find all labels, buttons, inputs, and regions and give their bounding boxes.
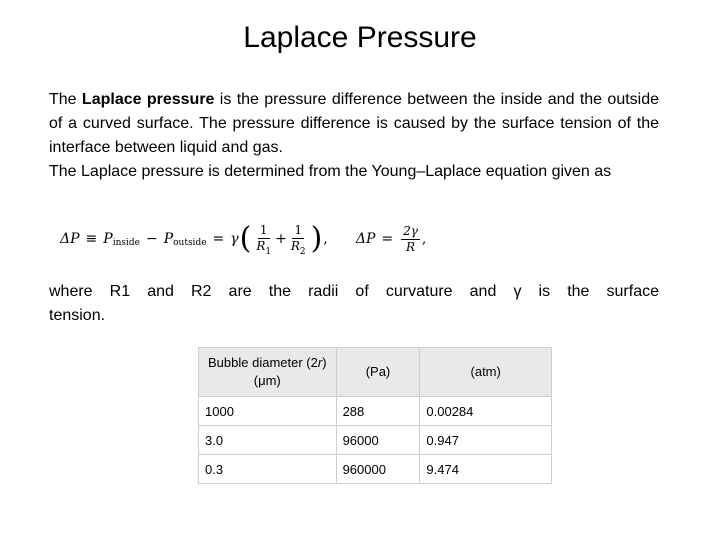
table-header-row	[199, 348, 552, 397]
eq-minus: −	[145, 231, 158, 247]
header-bubble-diameter: Bubble diameter (2r) (μm)	[199, 348, 337, 397]
definition-text-start: The	[49, 91, 82, 108]
table-cell: 1000	[199, 397, 337, 426]
eq-frac-r1	[254, 223, 273, 256]
eq-frac-r1-num: 1	[259, 222, 268, 237]
eq-frac-2gamma-r	[401, 224, 420, 255]
eq-frac-r2-num: 1	[294, 222, 303, 237]
eq-equals: =	[212, 231, 225, 247]
eq-equiv: ≡	[85, 231, 98, 247]
eq-comma-1: ,	[323, 231, 328, 247]
equation-right	[356, 224, 427, 255]
eq-frac-r1-den: $R_1$	[256, 238, 272, 257]
eq-equals-2: =	[381, 231, 394, 247]
table-row	[199, 455, 552, 484]
eq-frac-r2-den: $R_2$	[290, 238, 306, 257]
variables-paragraph	[49, 280, 659, 328]
header-pa: (Pa)	[336, 348, 420, 397]
eq-delta-p: ΔP	[60, 231, 80, 247]
table-cell: 96000	[336, 426, 420, 455]
eq-left-paren: (	[239, 221, 252, 256]
eq-inside-sub: inside	[112, 238, 140, 248]
table-cell: 0.3	[199, 455, 337, 484]
eq-frac-r: R	[405, 239, 416, 254]
eq-gamma: γ	[230, 231, 239, 247]
table-row	[199, 397, 552, 426]
eq-p-outside: P	[163, 231, 174, 247]
variables-line-2: tension.	[49, 307, 106, 324]
variables-line-1: where R1 and R2 are the radii of curvature and γ is the surface	[49, 283, 659, 300]
table-cell: 3.0	[199, 426, 337, 455]
definition-text-rest: is the pressure difference between the inside and the outside of a curved surface. The pressure difference is caused by the surface tension of the interface between liquid and gas.	[49, 91, 660, 156]
header-atm: (atm)	[420, 348, 552, 397]
table-cell: 0.00284	[420, 397, 552, 426]
eq-delta-p-2: ΔP	[355, 231, 376, 247]
eq-frac-2gamma: 2γ	[403, 223, 418, 238]
eq-outside-sub: outside	[173, 238, 207, 248]
table-cell: 960000	[336, 455, 420, 484]
bubble-pressure-table	[198, 347, 552, 484]
equation-left	[60, 223, 328, 256]
equation-intro-paragraph: The Laplace pressure is determined from the Young–Laplace equation given as	[49, 163, 612, 180]
definition-paragraph	[49, 88, 659, 160]
eq-p-inside: P	[103, 231, 113, 247]
table-row	[199, 426, 552, 455]
laplace-pressure-term: Laplace pressure	[81, 91, 215, 108]
eq-frac-r2	[289, 223, 308, 256]
eq-plus: +	[275, 231, 287, 247]
table-cell: 9.474	[420, 455, 552, 484]
eq-right-paren: )	[310, 221, 323, 256]
slide-title: Laplace Pressure	[243, 21, 477, 54]
table-cell: 288	[336, 397, 420, 426]
eq-comma-2: ,	[421, 231, 427, 247]
table-cell: 0.947	[420, 426, 552, 455]
young-laplace-equation	[60, 216, 426, 262]
